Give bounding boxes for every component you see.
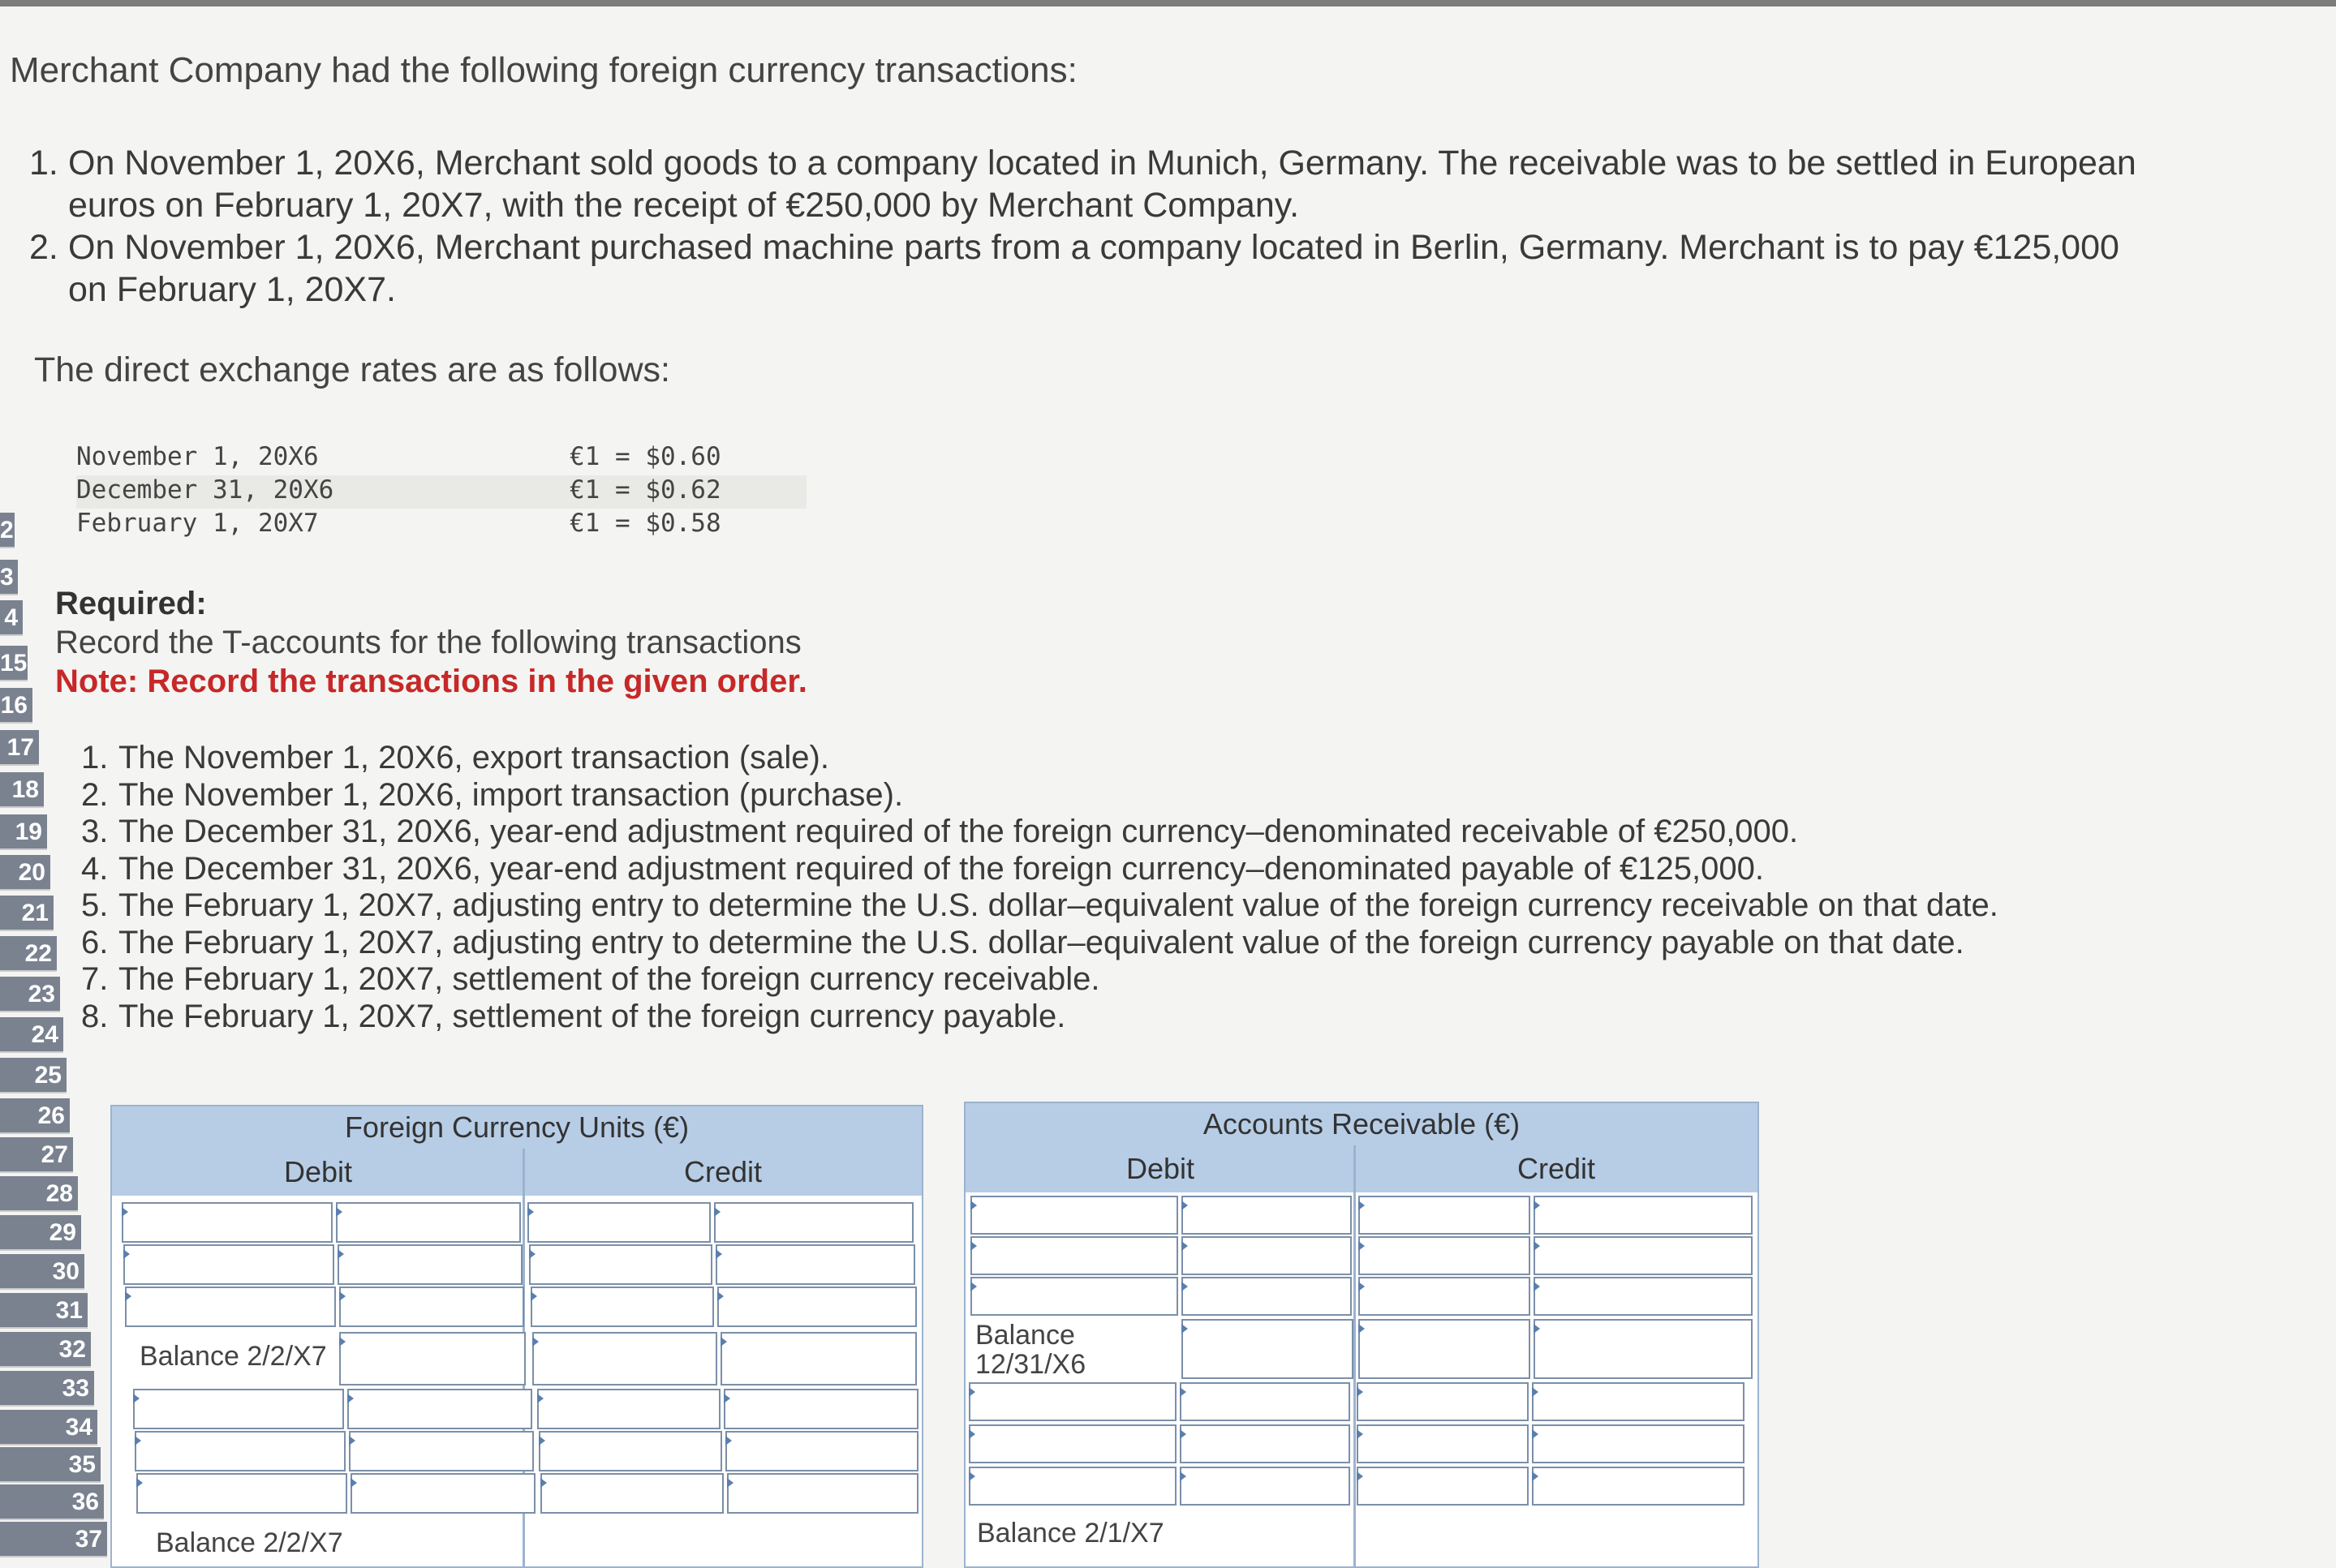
credit-account-field[interactable] — [1358, 1236, 1530, 1275]
debit-account-field[interactable] — [969, 1467, 1177, 1506]
credit-amount-field[interactable] — [1532, 1467, 1744, 1506]
item-text: On November 1, 20X6, Merchant purchased machine parts from a company located in Berlin, Germany. Merchant is to pay €125,000 on February 1, 20X7. — [68, 228, 2119, 309]
item-number: 1. — [29, 144, 58, 183]
item-number: 8. — [81, 998, 109, 1034]
item-text: On November 1, 20X6, Merchant sold goods to a company located in Munich, Germany. The receivable was to be settled in European euros on February 1, 20X7, with the receipt of €250,000 by Merchant Company. — [68, 144, 2136, 225]
debit-amount-field[interactable] — [349, 1431, 534, 1471]
rate-date: November 1, 20X6 — [76, 442, 319, 471]
t-account-divider — [1353, 1145, 1356, 1566]
item-text: The February 1, 20X7, adjusting entry to determine the U.S. dollar–equivalent value of the foreign currency payable on that date. — [118, 924, 1964, 960]
debit-account-field[interactable] — [133, 1389, 344, 1429]
row-number: 4 — [0, 600, 23, 636]
credit-account-field[interactable] — [539, 1431, 722, 1471]
debit-account-field[interactable] — [969, 1382, 1177, 1421]
debit-account-field[interactable] — [970, 1236, 1178, 1275]
debit-amount-field[interactable] — [1181, 1277, 1352, 1316]
balance-credit-field[interactable] — [532, 1332, 717, 1385]
row-number: 2 — [0, 513, 15, 548]
row-number: 20 — [0, 855, 50, 891]
balance-label: Balance 2/2/X7 — [156, 1527, 343, 1558]
row-number: 36 — [0, 1484, 104, 1520]
item-text: The November 1, 20X6, export transaction (sale). — [118, 740, 829, 775]
credit-header: Credit — [524, 1149, 922, 1196]
credit-account-field[interactable] — [540, 1473, 724, 1514]
credit-amount-field[interactable] — [1534, 1277, 1753, 1316]
credit-account-field[interactable] — [531, 1287, 714, 1327]
row-number: 28 — [0, 1176, 78, 1212]
row-number: 19 — [0, 814, 47, 850]
credit-account-field[interactable] — [1357, 1424, 1529, 1463]
list-item — [81, 740, 2272, 777]
credit-header: Credit — [1355, 1145, 1757, 1192]
balance-label: Balance 12/31/X6 — [975, 1320, 1086, 1380]
debit-account-field[interactable] — [123, 1244, 334, 1285]
credit-amount-field[interactable] — [1534, 1236, 1753, 1275]
t-account-title: Foreign Currency Units (€) — [112, 1106, 922, 1149]
item-text: The November 1, 20X6, import transaction (purchase). — [118, 776, 904, 813]
debit-amount-field[interactable] — [338, 1244, 523, 1285]
list-item — [81, 777, 2272, 814]
list-item — [81, 999, 2272, 1036]
credit-account-field[interactable] — [527, 1202, 711, 1243]
exchange-rate-table — [76, 442, 807, 542]
item-number: 3. — [81, 814, 109, 849]
debit-amount-field[interactable] — [351, 1473, 536, 1514]
debit-account-field[interactable] — [122, 1202, 333, 1243]
debit-amount-field[interactable] — [336, 1202, 521, 1243]
row-number: 35 — [0, 1447, 101, 1483]
item-text: The February 1, 20X7, adjusting entry to determine the U.S. dollar–equivalent value of the foreign currency receivable on that date. — [118, 887, 1998, 923]
list-item — [29, 226, 2139, 311]
row-number: 34 — [0, 1410, 97, 1446]
debit-header: Debit — [966, 1145, 1355, 1192]
transaction-list — [29, 142, 2139, 311]
credit-amount-field[interactable] — [1532, 1382, 1744, 1421]
list-item — [81, 814, 2272, 851]
row-number: 26 — [0, 1098, 70, 1134]
item-number: 2. — [81, 776, 109, 813]
item-text: The December 31, 20X6, year-end adjustment required of the foreign currency–denominated receivable of €250,000. — [118, 814, 1799, 849]
required-note: Note: Record the transactions in the given order. — [55, 664, 807, 699]
list-item — [81, 961, 2272, 999]
balance-label: Balance 2/1/X7 — [977, 1518, 1164, 1549]
balance-credit-amount-field[interactable] — [721, 1332, 917, 1385]
row-number: 17 — [0, 730, 39, 766]
balance-amount-field[interactable] — [1181, 1319, 1353, 1379]
item-number: 2. — [29, 228, 58, 267]
list-item — [81, 925, 2272, 962]
debit-account-field[interactable] — [135, 1431, 346, 1471]
item-number: 4. — [81, 850, 109, 887]
item-number: 6. — [81, 924, 109, 960]
rate-date: December 31, 20X6 — [76, 475, 334, 505]
credit-account-field[interactable] — [1358, 1277, 1530, 1316]
debit-account-field[interactable] — [125, 1287, 336, 1327]
rate-row — [76, 509, 807, 542]
row-number: 15 — [0, 646, 28, 681]
credit-account-field[interactable] — [537, 1389, 721, 1429]
item-number: 5. — [81, 887, 109, 923]
list-item — [81, 887, 2272, 925]
required-text: Record the T-accounts for the following transactions — [55, 625, 802, 660]
debit-amount-field[interactable] — [1180, 1382, 1350, 1421]
balance-amount-field[interactable] — [339, 1332, 526, 1385]
debit-account-field[interactable] — [970, 1196, 1178, 1235]
item-text: The February 1, 20X7, settlement of the foreign currency receivable. — [118, 961, 1100, 997]
rate-value: €1 = $0.58 — [570, 509, 721, 538]
row-number: 23 — [0, 977, 60, 1012]
item-text: The February 1, 20X7, settlement of the foreign currency payable. — [118, 998, 1066, 1034]
row-number: 3 — [0, 560, 18, 595]
t-account-title: Accounts Receivable (€) — [966, 1103, 1757, 1145]
list-item — [81, 851, 2272, 888]
row-number: 32 — [0, 1332, 91, 1368]
credit-amount-field[interactable] — [1532, 1424, 1744, 1463]
debit-amount-field[interactable] — [1180, 1467, 1350, 1506]
balance-label: Balance 2/2/X7 — [140, 1341, 327, 1372]
debit-amount-field[interactable] — [1181, 1236, 1352, 1275]
row-number: 24 — [0, 1017, 63, 1053]
credit-amount-field[interactable] — [717, 1287, 917, 1327]
intro-text: Merchant Company had the following foreign currency transactions: — [10, 50, 1078, 90]
list-item — [29, 142, 2139, 226]
debit-account-field[interactable] — [969, 1424, 1177, 1463]
debit-amount-field[interactable] — [1180, 1424, 1350, 1463]
credit-amount-field[interactable] — [724, 1389, 918, 1429]
row-number: 37 — [0, 1522, 107, 1557]
row-number: 21 — [0, 896, 54, 931]
item-number: 7. — [81, 961, 109, 997]
credit-account-field[interactable] — [1357, 1382, 1529, 1421]
required-heading: Required: — [55, 586, 207, 621]
rate-row — [76, 442, 807, 475]
row-number: 27 — [0, 1137, 73, 1173]
row-number: 33 — [0, 1371, 94, 1407]
top-bar — [0, 0, 2336, 6]
balance-credit-amount-field[interactable] — [1534, 1319, 1753, 1379]
balance-credit-field[interactable] — [1358, 1319, 1530, 1379]
t-account-foreign-currency-units — [110, 1105, 923, 1568]
row-number: 29 — [0, 1215, 81, 1251]
credit-account-field[interactable] — [1358, 1196, 1530, 1235]
required-section — [55, 584, 807, 701]
row-number: 18 — [0, 772, 44, 808]
debit-header: Debit — [112, 1149, 524, 1196]
debit-account-field[interactable] — [136, 1473, 347, 1514]
rate-row — [76, 475, 807, 509]
credit-account-field[interactable] — [1357, 1467, 1529, 1506]
item-number: 1. — [81, 740, 109, 775]
rate-date: February 1, 20X7 — [76, 509, 319, 538]
item-text: The December 31, 20X6, year-end adjustment required of the foreign currency–denominated payable of €125,000. — [118, 850, 1764, 887]
debit-account-field[interactable] — [970, 1277, 1178, 1316]
credit-amount-field[interactable] — [714, 1202, 914, 1243]
row-number: 22 — [0, 936, 57, 972]
row-number: 30 — [0, 1254, 84, 1290]
t-account-accounts-receivable — [964, 1102, 1759, 1568]
row-number: 31 — [0, 1293, 88, 1329]
rates-heading: The direct exchange rates are as follows: — [34, 350, 670, 389]
credit-amount-field[interactable] — [716, 1244, 915, 1285]
rate-value: €1 = $0.62 — [570, 475, 721, 505]
credit-account-field[interactable] — [529, 1244, 712, 1285]
steps-list — [81, 740, 2272, 1035]
credit-amount-field[interactable] — [725, 1431, 918, 1471]
credit-amount-field[interactable] — [1534, 1196, 1753, 1235]
debit-amount-field[interactable] — [347, 1389, 532, 1429]
row-number: 25 — [0, 1058, 67, 1093]
debit-amount-field[interactable] — [1181, 1196, 1352, 1235]
credit-amount-field[interactable] — [727, 1473, 918, 1514]
row-number: 16 — [0, 688, 32, 724]
debit-amount-field[interactable] — [339, 1287, 524, 1327]
rate-value: €1 = $0.60 — [570, 442, 721, 471]
